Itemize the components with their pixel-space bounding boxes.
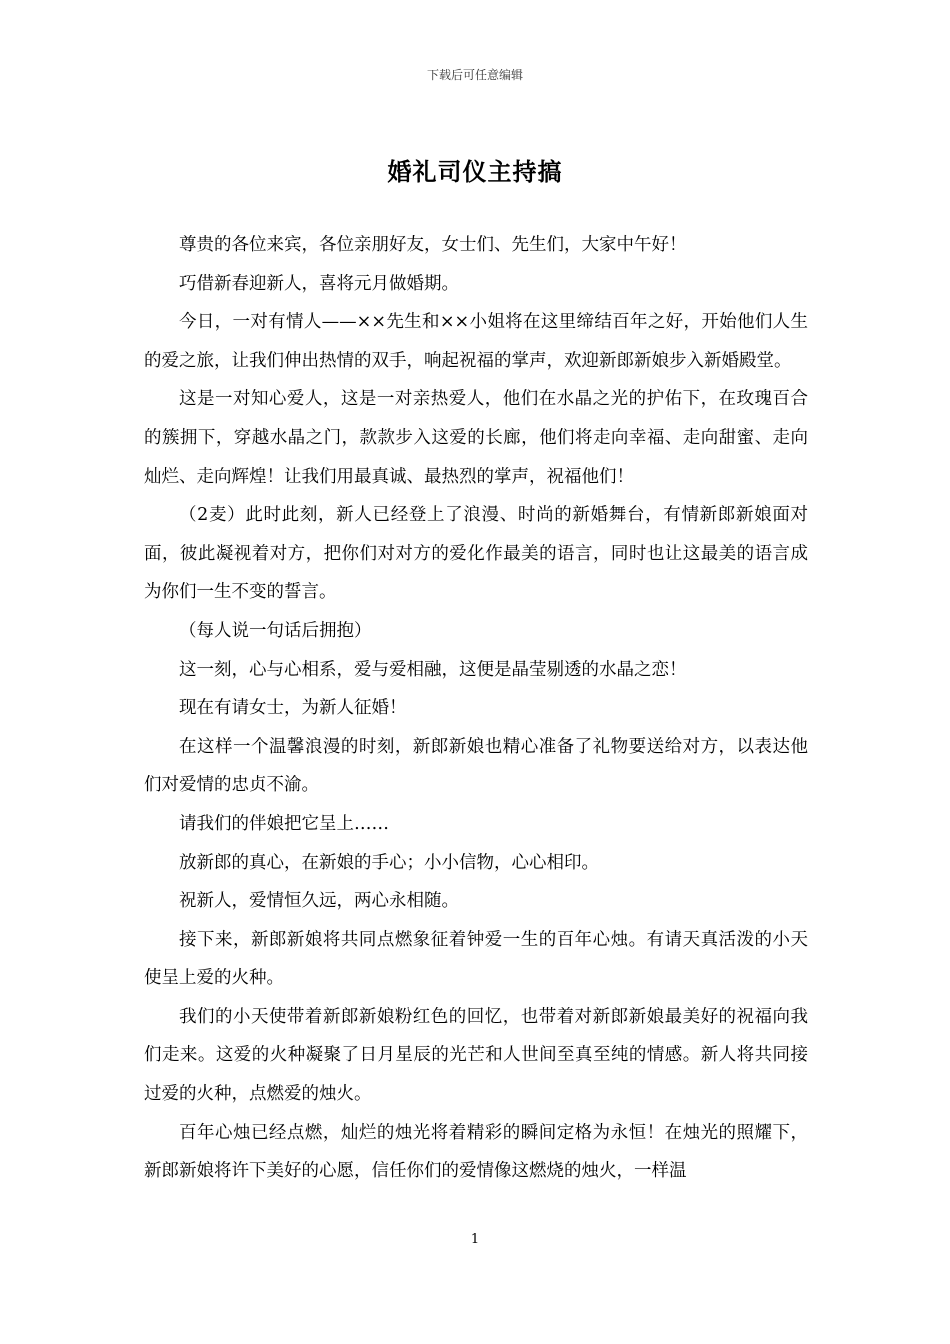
document-body — [144, 226, 808, 1191]
paragraph: 接下来，新郎新娘将共同点燃象征着钟爱一生的百年心烛。有请天真活泼的小天使呈上爱的火种。 — [144, 929, 808, 989]
paragraph: 在这样一个温馨浪漫的时刻，新郎新娘也精心准备了礼物要送给对方，以表达他们对爱情的忠贞不渝。 — [144, 736, 808, 796]
paragraph: 这一刻，心与心相系，爱与爱相融，这便是晶莹剔透的水晶之恋！ — [179, 659, 687, 680]
paragraph: 今日，一对有情人——××先生和××小姐将在这里缔结百年之好，开始他们人生的爱之旅，让我们伸出热情的双手，响起祝福的掌声，欢迎新郎新娘步入新婚殿堂。 — [144, 312, 808, 371]
paragraph: 尊贵的各位来宾，各位亲朋好友，女士们、先生们，大家中午好！ — [179, 235, 687, 255]
header-note: 下载后可任意编辑 — [426, 68, 523, 82]
paragraph: 请我们的伴娘把它呈上…… — [179, 813, 389, 834]
document-title: 婚礼司仪主持搞 — [387, 158, 563, 186]
paragraph: 现在有请女士，为新人征婚！ — [179, 698, 407, 719]
page-number: 1 — [470, 1232, 480, 1247]
paragraph: 巧借新春迎新人，喜将元月做婚期。 — [179, 273, 459, 294]
paragraph: （每人说一句话后拥抱） — [179, 620, 372, 641]
paragraph: 百年心烛已经点燃，灿烂的烛光将着精彩的瞬间定格为永恒！在烛光的照耀下，新郎新娘将许下美好的心愿，信任你们的爱情像这燃烧的烛火，一样温 — [144, 1122, 808, 1182]
paragraph: 祝新人，爱情恒久远，两心永相随。 — [179, 891, 459, 912]
paragraph: 这是一对知心爱人，这是一对亲热爱人，他们在水晶之光的护佑下，在玫瑰百合的簇拥下，穿越水晶之门，款款步入这爱的长廊，他们将走向幸福、走向甜蜜、走向灿烂、走向辉煌！让我们用最真诚、最热烈的掌声，祝福他们！ — [144, 389, 808, 487]
paragraph: （2麦）此时此刻，新人已经登上了浪漫、时尚的新婚舞台，有情新郎新娘面对面，彼此凝视着对方，把你们对对方的爱化作最美的语言，同时也让这最美的语言成为你们一生不变的誓言。 — [144, 505, 808, 603]
paragraph: 放新郎的真心，在新娘的手心；小小信物，心心相印。 — [179, 852, 599, 873]
paragraph: 我们的小天使带着新郎新娘粉红色的回忆，也带着对新郎新娘最美好的祝福向我们走来。这爱的火种凝聚了日月星辰的光芒和人世间至真至纯的情感。新人将共同接过爱的火种，点燃爱的烛火。 — [144, 1006, 808, 1105]
